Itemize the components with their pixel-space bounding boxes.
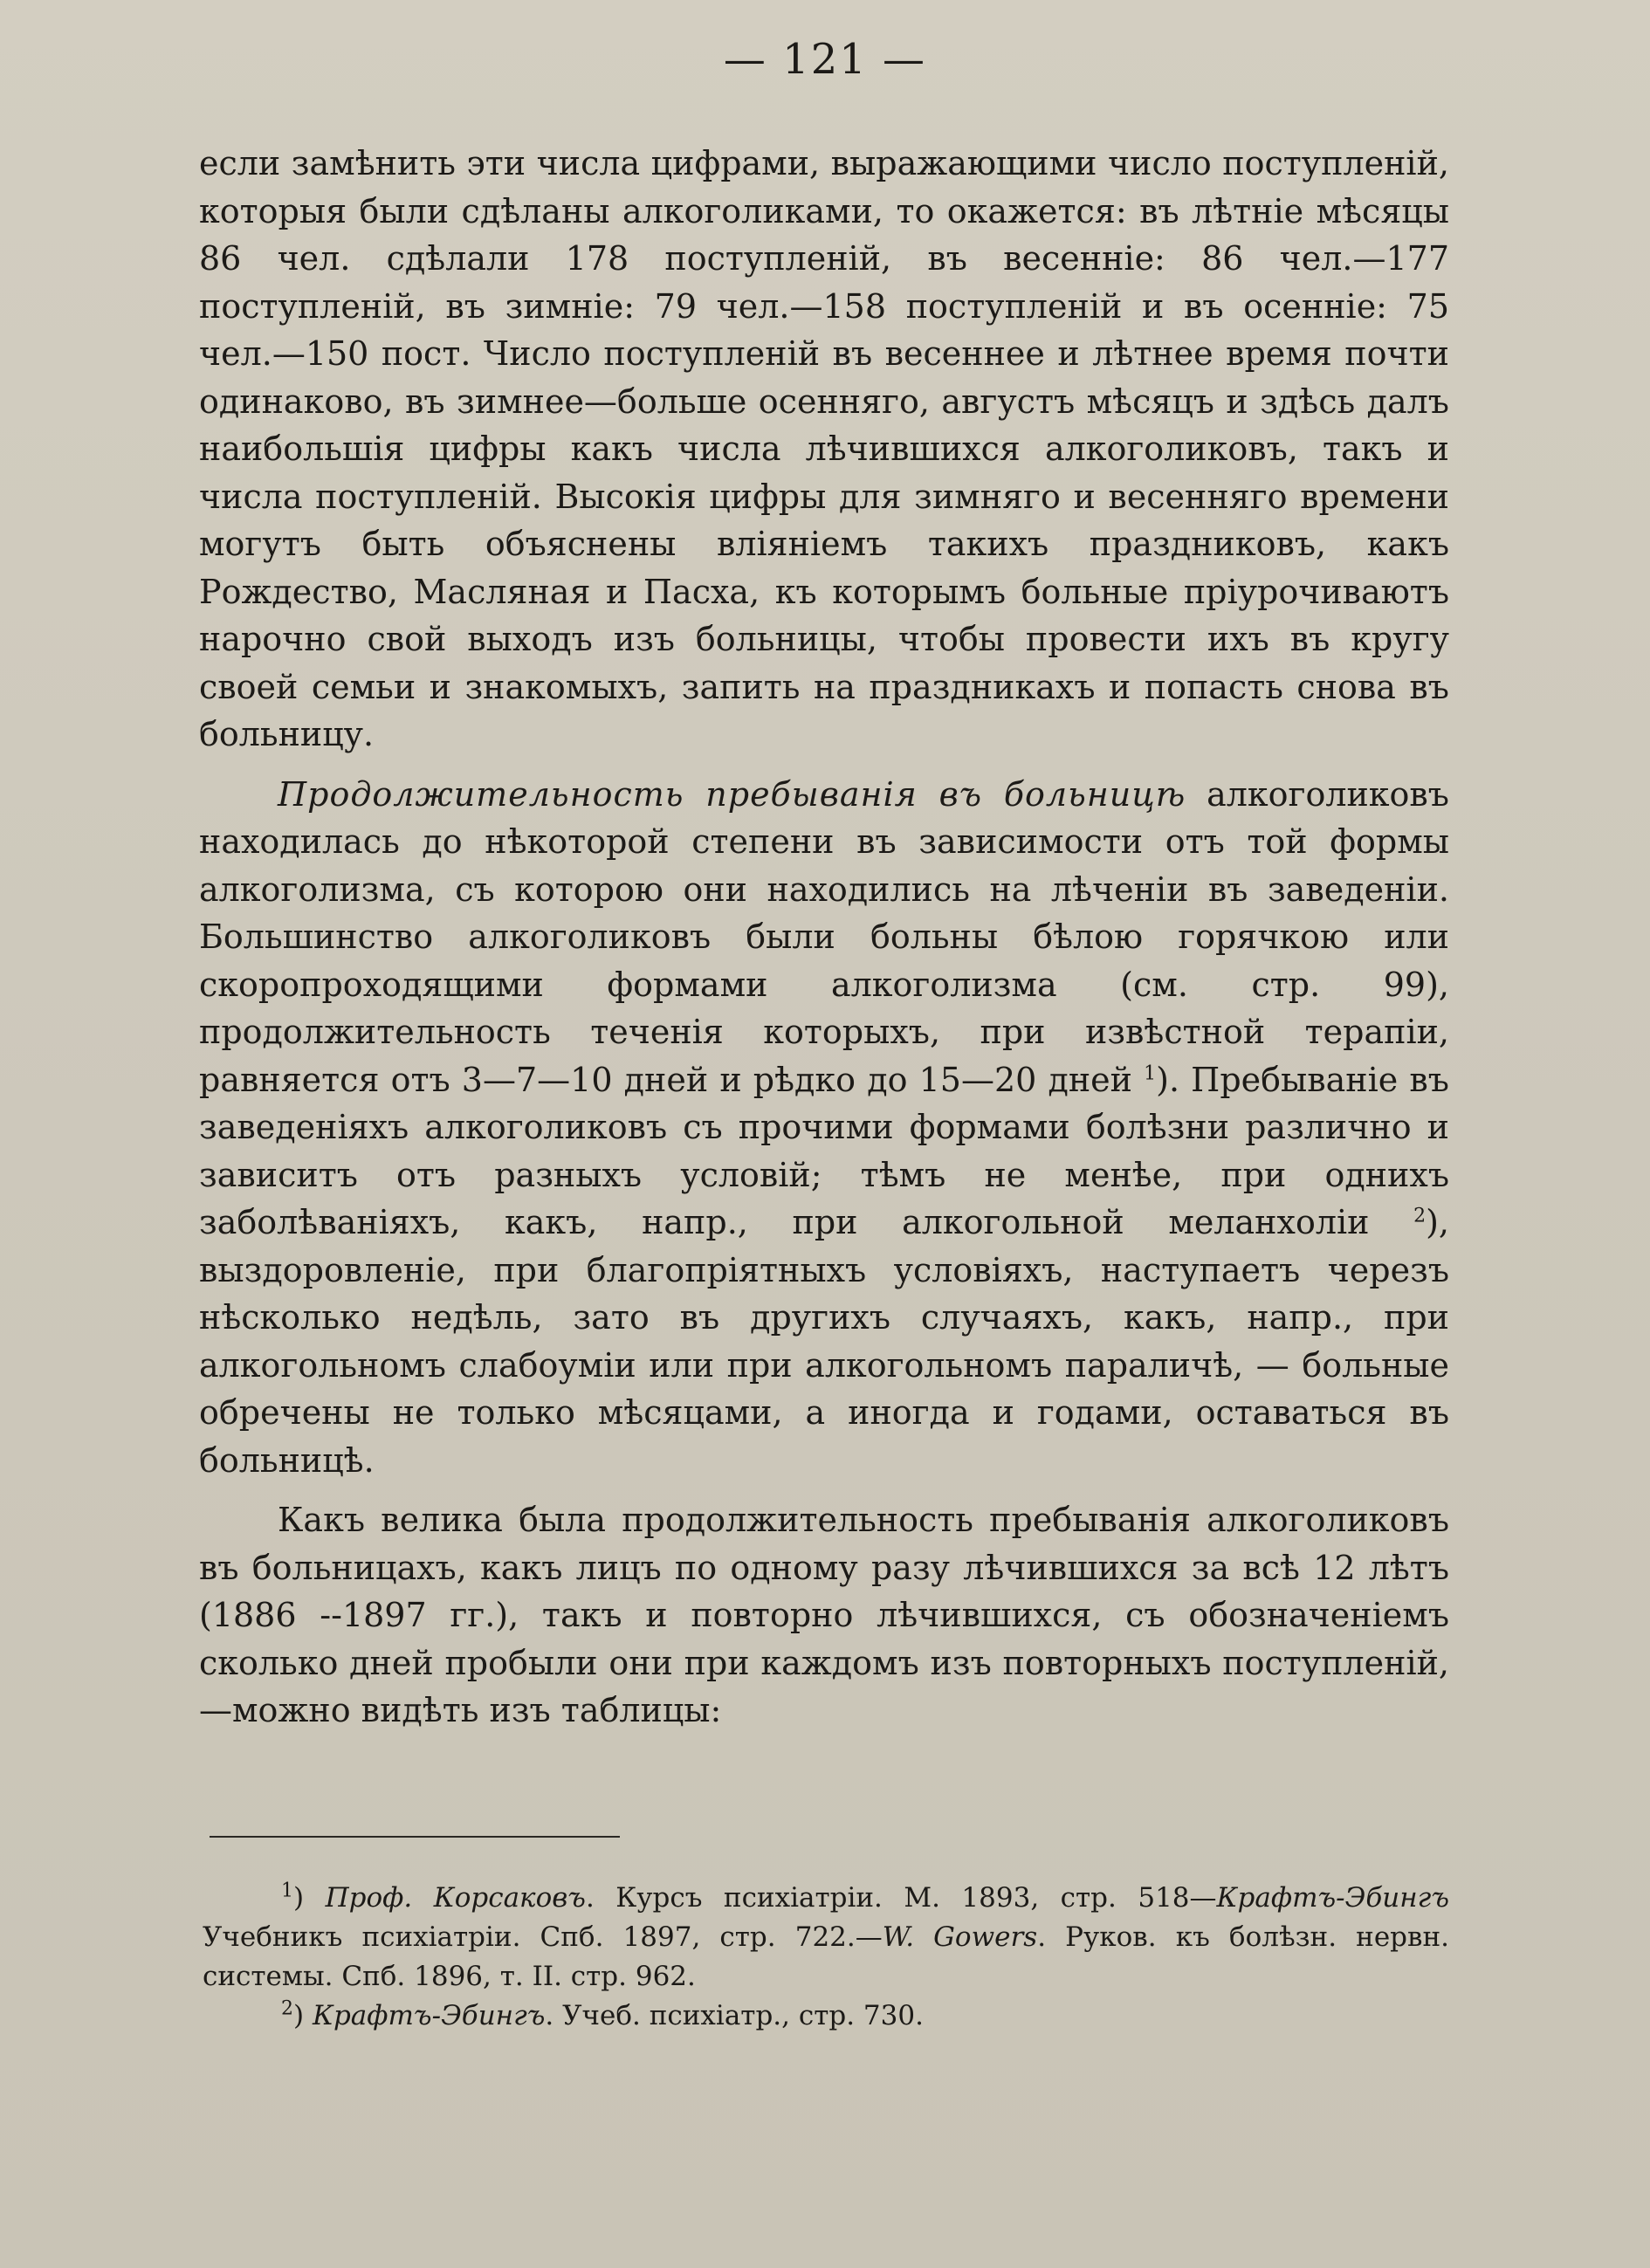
footnote-1: $^1$) Проф. Корсаковъ. Курсъ психіатріи. М. 1893, стр. 518—Крафтъ-Эбингъ Учебникъ психіатріи. Спб. 1897, стр. 722.—W. Gowers. Руков. къ болѣзн. нервн. системы. Спб. 1896, т. II. стр. 962. xyxy=(203,1880,1449,1992)
italic-lead-phrase: Продолжительность пребыванія въ больницѣ xyxy=(278,774,1186,814)
body-text xyxy=(199,140,1449,1735)
footnote-text: Учебникъ психіатріи. Спб. 1897, стр. 722.— xyxy=(203,1921,883,1953)
footnote-mark-2: 2 xyxy=(281,1997,293,2020)
page-number: — 121 — xyxy=(723,35,927,84)
footnote-text: . Руков. къ болѣзн. нервн. системы. Спб. 1896, т. II. стр. 962. xyxy=(203,1921,1449,1992)
footnote-author: W. Gowers xyxy=(882,1921,1038,1953)
footnote-ref-2[interactable]: 2 xyxy=(1413,1205,1427,1227)
paragraph-text: ). Пребываніе въ заведеніяхъ алкоголиковъ съ прочими формами болѣзни различно и зависитъ отъ разныхъ условій; тѣмъ не менѣе, при однихъ заболѣваніяхъ, какъ, напр., при алкогольной меланхоліи xyxy=(199,1060,1449,1241)
paragraph-stay-duration xyxy=(199,771,1449,1485)
footnote-text: . Курсъ психіатріи. М. 1893, стр. 518— xyxy=(585,1882,1217,1914)
footnote-mark-1: 1 xyxy=(281,1880,293,1902)
paragraph-seasonal-admissions: если замѣнить эти числа цифрами, выражающими число поступленій, которыя были сдѣланы алкоголиками, то окажется: въ лѣтніе мѣсяцы 86 чел. сдѣлали 178 поступленій, въ весенніе: 86 чел.—177 поступленій, въ зимніе: 79 чел.—158 поступленій и въ осенніе: 75 чел.—150 пост. Число поступленій въ весеннее и лѣтнее время почти одинаково, въ зимнее—больше осенняго, августъ мѣсяцъ и здѣсь далъ наибольшія цифры какъ числа лѣчившихся алкоголиковъ, такъ и числа поступленій. Высокія цифры для зимняго и весенняго времени могутъ быть объяснены вліяніемъ такихъ праздниковъ, какъ Рождество, Масляная и Пасха, къ которымъ больные пріурочиваютъ нарочно свой выходъ изъ больницы, чтобы провести ихъ въ кругу своей семьи и знакомыхъ, запить на праздникахъ и попасть снова въ больницу. xyxy=(199,144,1449,753)
footnote-ref-1[interactable]: 1 xyxy=(1144,1062,1157,1084)
paragraph-table-intro: Какъ велика была продолжительность пребыванія алкоголиковъ въ больницахъ, какъ лицъ по одному разу лѣчившихся за всѣ 12 лѣтъ (1886 --1897 гг.), такъ и повторно лѣчившихся, съ обозначеніемъ сколько дней пробыли они при каждомъ изъ повторныхъ поступленій,—можно видѣть изъ таблицы: xyxy=(199,1501,1449,1729)
footnote-divider xyxy=(210,1836,620,1838)
footnotes xyxy=(203,1879,1449,2036)
footnote-author: Крафтъ-Эбингъ xyxy=(1216,1882,1449,1914)
footnote-author: Крафтъ-Эбингъ xyxy=(312,2000,546,2031)
paragraph-text: ), выздоровленіе, при благопріятныхъ условіяхъ, наступаетъ черезъ нѣсколько недѣль, зато въ другихъ случаяхъ, какъ, напр., при алкогольномъ слабоуміи или при алкогольномъ параличѣ, — больные обречены не только мѣсяцами, а иногда и годами, оставаться въ больницѣ. xyxy=(199,1203,1449,1480)
footnote-author: Проф. Корсаковъ xyxy=(325,1882,586,1914)
paragraph-text: алкоголиковъ находилась до нѣкоторой степени въ зависимости отъ той формы алкоголизма, съ которою они находились на лѣченіи въ заведеніи. Большинство алкоголиковъ были больны бѣлою горячкою или скоропроходящими формами алкоголизма (см. стр. 99), продолжительность теченія которыхъ, при извѣстной терапіи, равняется отъ 3—7—10 дней и рѣдко до 15—20 дней xyxy=(199,774,1449,1099)
footnote-2: $^2$) Крафтъ-Эбингъ. Учеб. психіатр., стр. 730. xyxy=(281,1997,924,2031)
footnote-text: . Учеб. психіатр., стр. 730. xyxy=(545,2000,924,2031)
